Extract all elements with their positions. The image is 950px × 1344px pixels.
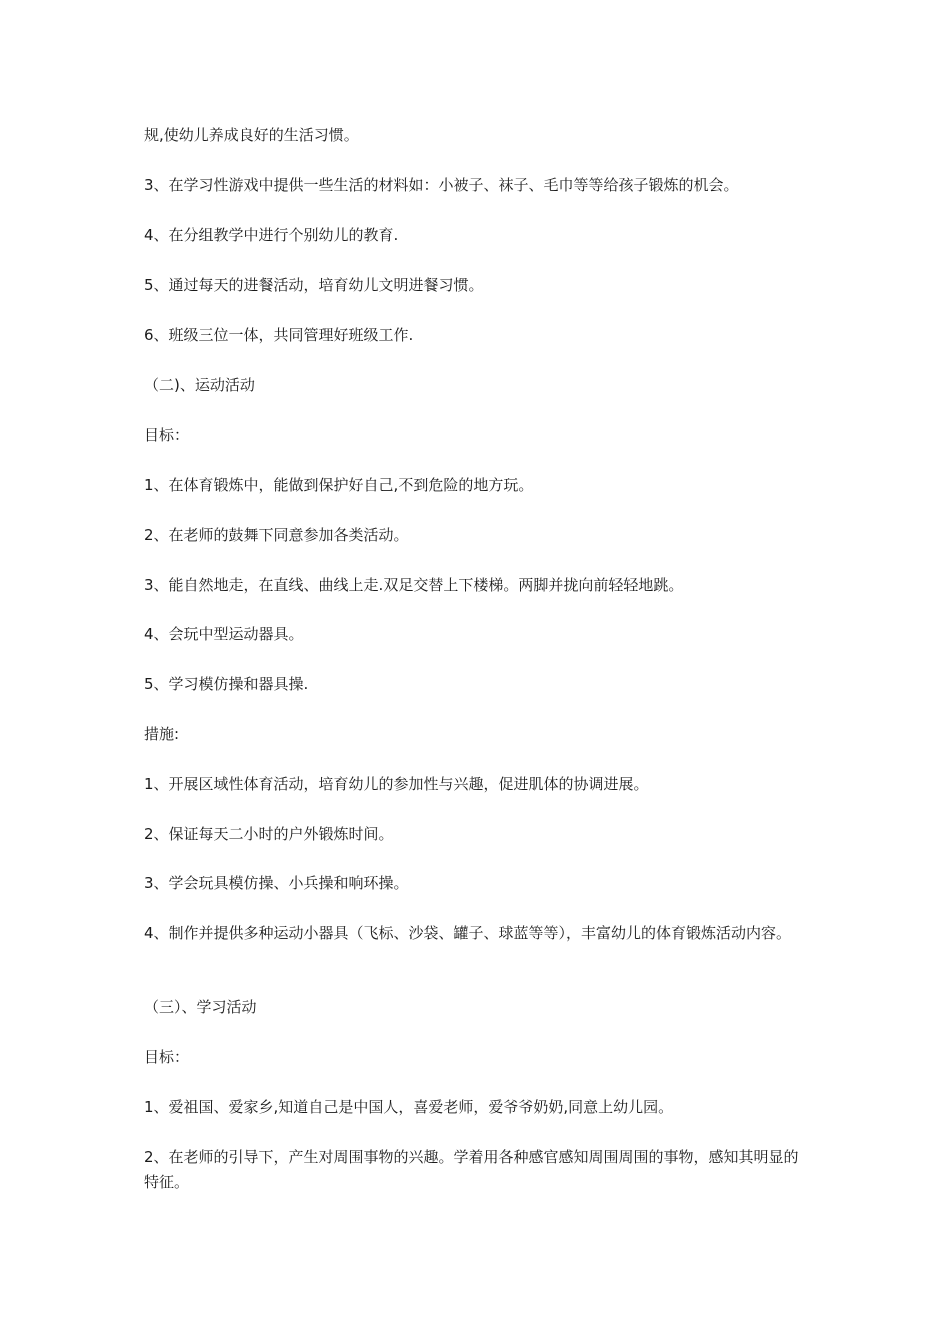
paragraph: 3、能自然地走，在直线、曲线上走.双足交替上下楼梯。两脚并拢向前轻轻地跳。 <box>144 576 684 594</box>
subheading: 目标： <box>144 426 190 444</box>
paragraph: 1、开展区域性体育活动，培育幼儿的参加性与兴趣，促进肌体的协调进展。 <box>144 775 649 793</box>
paragraph: 1、在体育锻炼中，能做到保护好自己,不到危险的地方玩。 <box>144 476 534 494</box>
paragraph: 4、在分组教学中进行个别幼儿的教育. <box>144 226 399 244</box>
paragraph: 6、班级三位一体，共同管理好班级工作. <box>144 326 414 344</box>
paragraph: 4、会玩中型运动器具。 <box>144 625 304 643</box>
subheading: 目标： <box>144 1048 190 1066</box>
paragraph: 5、学习模仿操和器具操. <box>144 675 309 693</box>
paragraph: 2、保证每天二小时的户外锻炼时间。 <box>144 825 394 843</box>
paragraph: 5、通过每天的进餐活动，培育幼儿文明进餐习惯。 <box>144 276 484 294</box>
paragraph: 1、爱祖国、爱家乡,知道自己是中国人，喜爱老师，爱爷爷奶奶,同意上幼儿园。 <box>144 1098 674 1116</box>
paragraph: 规,使幼儿养成良好的生活习惯。 <box>144 126 359 144</box>
section-heading: （三）、学习活动 <box>144 998 257 1016</box>
paragraph: 2、在老师的鼓舞下同意参加各类活动。 <box>144 526 409 544</box>
paragraph: 3、在学习性游戏中提供一些生活的材料如：小被子、袜子、毛巾等等给孩子锻炼的机会。 <box>144 176 739 194</box>
paragraph: 4、制作并提供多种运动小器具（飞标、沙袋、罐子、球蓝等等），丰富幼儿的体育锻炼活动内容。 <box>144 924 792 942</box>
paragraph: 3、学会玩具模仿操、小兵操和响环操。 <box>144 874 409 892</box>
paragraph: 2、在老师的引导下，产生对周围事物的兴趣。学着用各种感官感知周围周围的事物，感知其明显的特征。 <box>144 1148 799 1191</box>
subheading: 措施: <box>144 725 180 743</box>
section-heading: （二)、运动活动 <box>144 376 255 394</box>
